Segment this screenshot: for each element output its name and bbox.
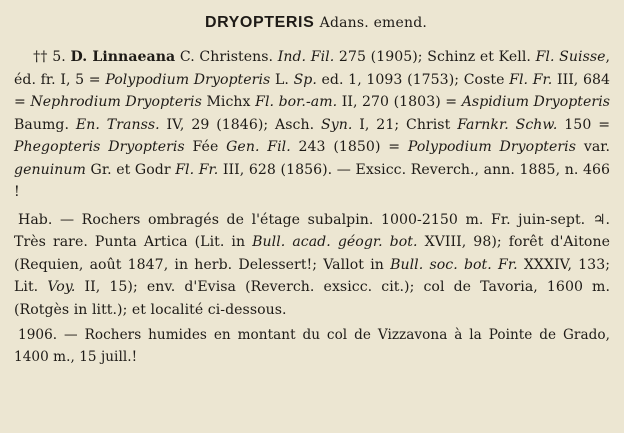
reference-title: Syn. (321, 116, 353, 133)
reference-text: 243 (1850) = (298, 139, 401, 155)
reference-title: Fl. Fr. (509, 71, 553, 88)
synonym-name: Nephrodium Dryopteris (30, 94, 202, 110)
note-section (14, 324, 610, 368)
note-paragraph (14, 324, 610, 368)
synonym-author: L. (274, 71, 289, 88)
reference-title: Bull. soc. bot. Fr. (390, 256, 518, 273)
reference-title: Fl. Suisse (535, 49, 606, 65)
reference-title: Fl. Fr. (175, 161, 219, 178)
reference-text: ed. 1, 1093 (1753); Coste (321, 71, 505, 88)
synonym-author: Michx (206, 94, 251, 110)
reference-text: 275 (1905); Schinz et Kell. (338, 49, 531, 65)
reference-title: Gen. Fil. (226, 139, 291, 155)
entry-marker: †† 5. (33, 49, 66, 65)
habitat-text: XXXIV, 133; Lit. (14, 256, 611, 295)
reference-text: II, 270 (1803) = (341, 94, 458, 110)
habitat-paragraph (14, 209, 610, 322)
reference-text: , éd. fr. I, 5 = (14, 49, 611, 88)
habitat-text: II, 15); env. d'Evisa (Reverch. exsicc. cit.); col de Tavoria, 1600 m. (Rotgès in litt.); et localité ci-dessous. (14, 279, 611, 318)
synonym-author: Baumg. (14, 116, 70, 133)
synonym-name: Polypodium Dryopteris (407, 139, 577, 155)
reference-title: Ind. Fil. (277, 49, 335, 65)
habitat-text: XVIII, 98); forêt d'Aitone (Requien, août 1847, in herb. Delessert!; Vallot in (14, 234, 610, 273)
synonym-author: Fée (192, 139, 219, 155)
note-text: 1906. — Rochers humides en montant du col de Vizzavona à la Pointe de Grado, 1400 m., 15 juill.! (14, 327, 610, 365)
species-name: D. Linnaeana (70, 49, 176, 65)
synonym-name: Polypodium Dryopteris (105, 71, 271, 88)
synonym-author: Gr. et Godr (90, 161, 171, 178)
reference-title: Voy. (47, 279, 76, 295)
species-author: C. Christens. (179, 49, 274, 65)
variety-marker: var. (583, 139, 611, 155)
reference-title: Farnkr. Schw. (457, 116, 558, 133)
reference-title: Sp. (293, 71, 317, 88)
reference-title: Fl. bor.-am. (255, 94, 338, 110)
reference-text: 150 = (564, 116, 611, 133)
page-header (22, 10, 610, 34)
synonym-name: Aspidium Dryopteris (461, 94, 611, 110)
species-paragraph (14, 46, 610, 204)
reference-title: En. Transs. (75, 116, 160, 133)
habitat-text: Hab. — Rochers ombragés de l'étage subalpin. 1000-2150 m. Fr. juin-sept. ♃. Très rare. Punta Artica (Lit. in (14, 211, 610, 250)
habitat-section (14, 209, 610, 322)
reference-text: I, 21; Christ (359, 116, 451, 133)
genus-heading: DRYOPTERIS (204, 14, 315, 31)
reference-text: III, 628 (1856). — Exsicc. Reverch., ann. 1885, n. 466 ! (14, 161, 610, 200)
synonym-name: Phegopteris Dryopteris (14, 139, 185, 155)
variety-name: genuinum (14, 161, 86, 178)
genus-author: Adans. emend. (319, 15, 428, 31)
reference-title: Bull. acad. géogr. bot. (252, 234, 418, 250)
species-entry (14, 46, 610, 204)
reference-text: III, 684 = (14, 71, 611, 110)
reference-text: IV, 29 (1846); Asch. (166, 116, 315, 133)
